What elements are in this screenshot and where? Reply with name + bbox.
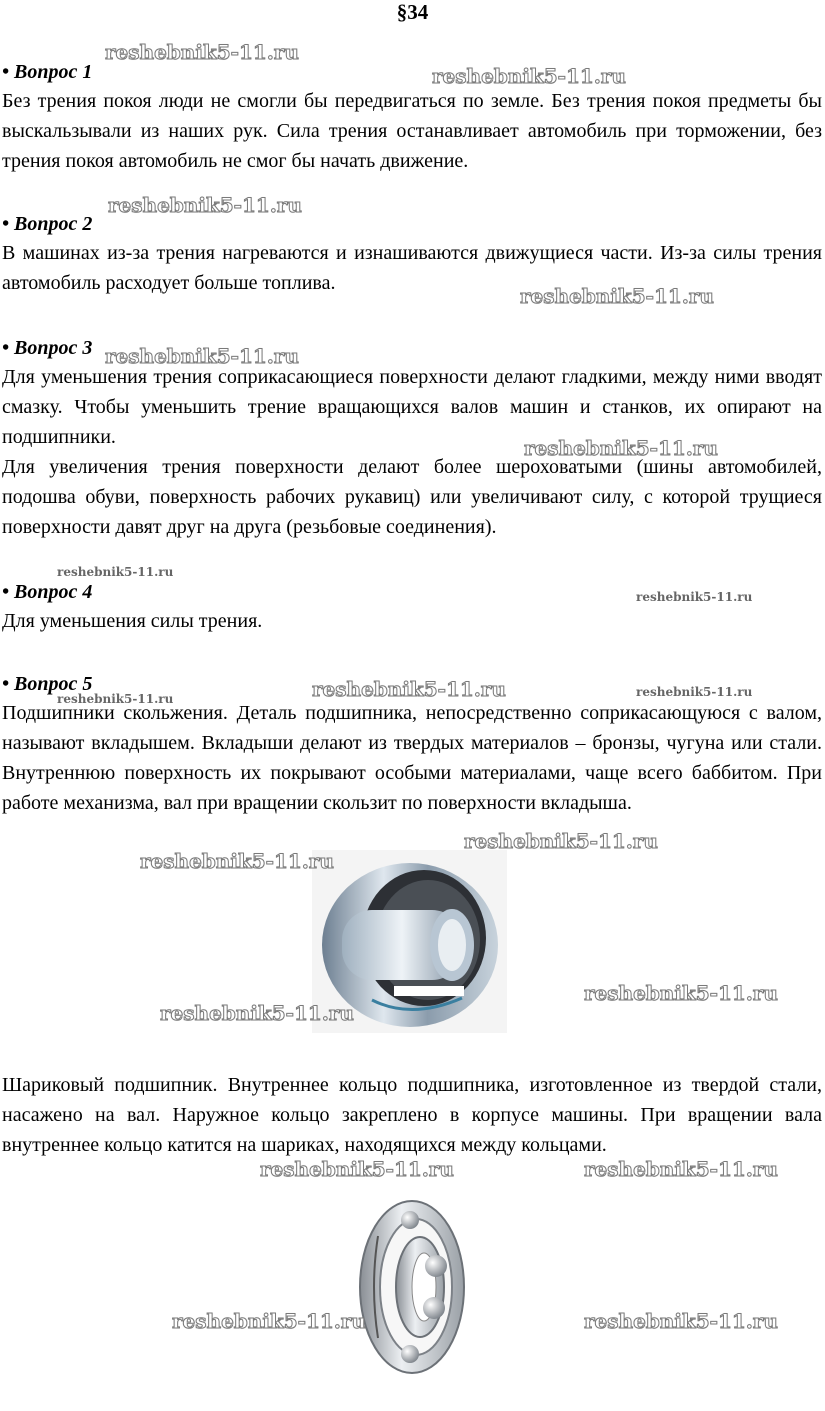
watermark: reshebnik5-11.ru — [160, 1001, 354, 1025]
watermark: reshebnik5-11.ru — [464, 829, 658, 853]
section-heading: §34 — [396, 0, 429, 24]
ball-bearing-photo — [350, 1196, 468, 1378]
watermark: reshebnik5-11.ru — [172, 1309, 366, 1333]
watermark: reshebnik5-11.ru — [584, 1157, 778, 1181]
question-1-label: • Вопрос 1 — [2, 61, 93, 83]
watermark: reshebnik5-11.ru — [636, 685, 753, 699]
question-1-answer: Без трения покоя люди не смогли бы передвигаться по земле. Без трения покоя предметы бы выскальзывали из наших рук. Сила трения останавливает автомобиль при торможении, без трения покоя автомобиль не смог бы начать движение. — [2, 90, 822, 172]
question-3-label: • Вопрос 3 — [2, 337, 93, 359]
watermark: reshebnik5-11.ru — [520, 284, 714, 308]
question-2-label: • Вопрос 2 — [2, 213, 93, 235]
watermark: reshebnik5-11.ru — [140, 849, 334, 873]
question-3-answer-2: Для увеличения трения поверхности делают более шероховатыми (шины автомобилей, подошва обуви, поверхность рабочих рукавиц) или увеличивают силу, с которой трущиеся поверхности давят друг на друга (резьбовые соединения). — [2, 456, 822, 538]
watermark: reshebnik5-11.ru — [432, 64, 626, 88]
watermark: reshebnik5-11.ru — [524, 436, 718, 460]
question-5-label: • Вопрос 5 — [2, 673, 93, 695]
question-5-plain-bearing-text: Подшипники скольжения. Деталь подшипника, непосредственно соприкасающуюся с валом, называют вкладышем. Вкладыши делают из твердых материалов – бронзы, чугуна или стали. Внутреннюю поверхность их покрывают особыми материалами, чаще всего баббитом. При работе механизма, вал при вращении скользит по поверхности вкладыша. — [2, 702, 822, 814]
question-4-answer: Для уменьшения силы трения. — [2, 610, 263, 632]
watermark: reshebnik5-11.ru — [105, 40, 299, 64]
watermark: reshebnik5-11.ru — [636, 590, 753, 604]
question-3-answer-1: Для уменьшения трения соприкасающиеся поверхности делают гладкими, между ними вводят смазку. Чтобы уменьшить трение вращающихся валов машин и станков, их опирают на подшипники. — [2, 366, 822, 448]
watermark: reshebnik5-11.ru — [260, 1157, 454, 1181]
watermark: reshebnik5-11.ru — [105, 344, 299, 368]
watermark: reshebnik5-11.ru — [584, 1309, 778, 1333]
watermark: reshebnik5-11.ru — [57, 565, 174, 579]
watermark: reshebnik5-11.ru — [57, 692, 174, 706]
question-2-answer: В машинах из-за трения нагреваются и изнашиваются движущиеся части. Из-за силы трения автомобиль расходует больше топлива. — [2, 242, 822, 294]
watermark: reshebnik5-11.ru — [108, 193, 302, 217]
question-5-ball-bearing-text: Шариковый подшипник. Внутреннее кольцо подшипника, изготовленное из твердой стали, насажено на вал. Наружное кольцо закреплено в корпусе машины. При вращении вала внутреннее кольцо катится на шариках, находящихся между кольцами. — [2, 1074, 822, 1156]
watermark: reshebnik5-11.ru — [312, 677, 506, 701]
question-4-label: • Вопрос 4 — [2, 581, 93, 603]
watermark: reshebnik5-11.ru — [584, 981, 778, 1005]
